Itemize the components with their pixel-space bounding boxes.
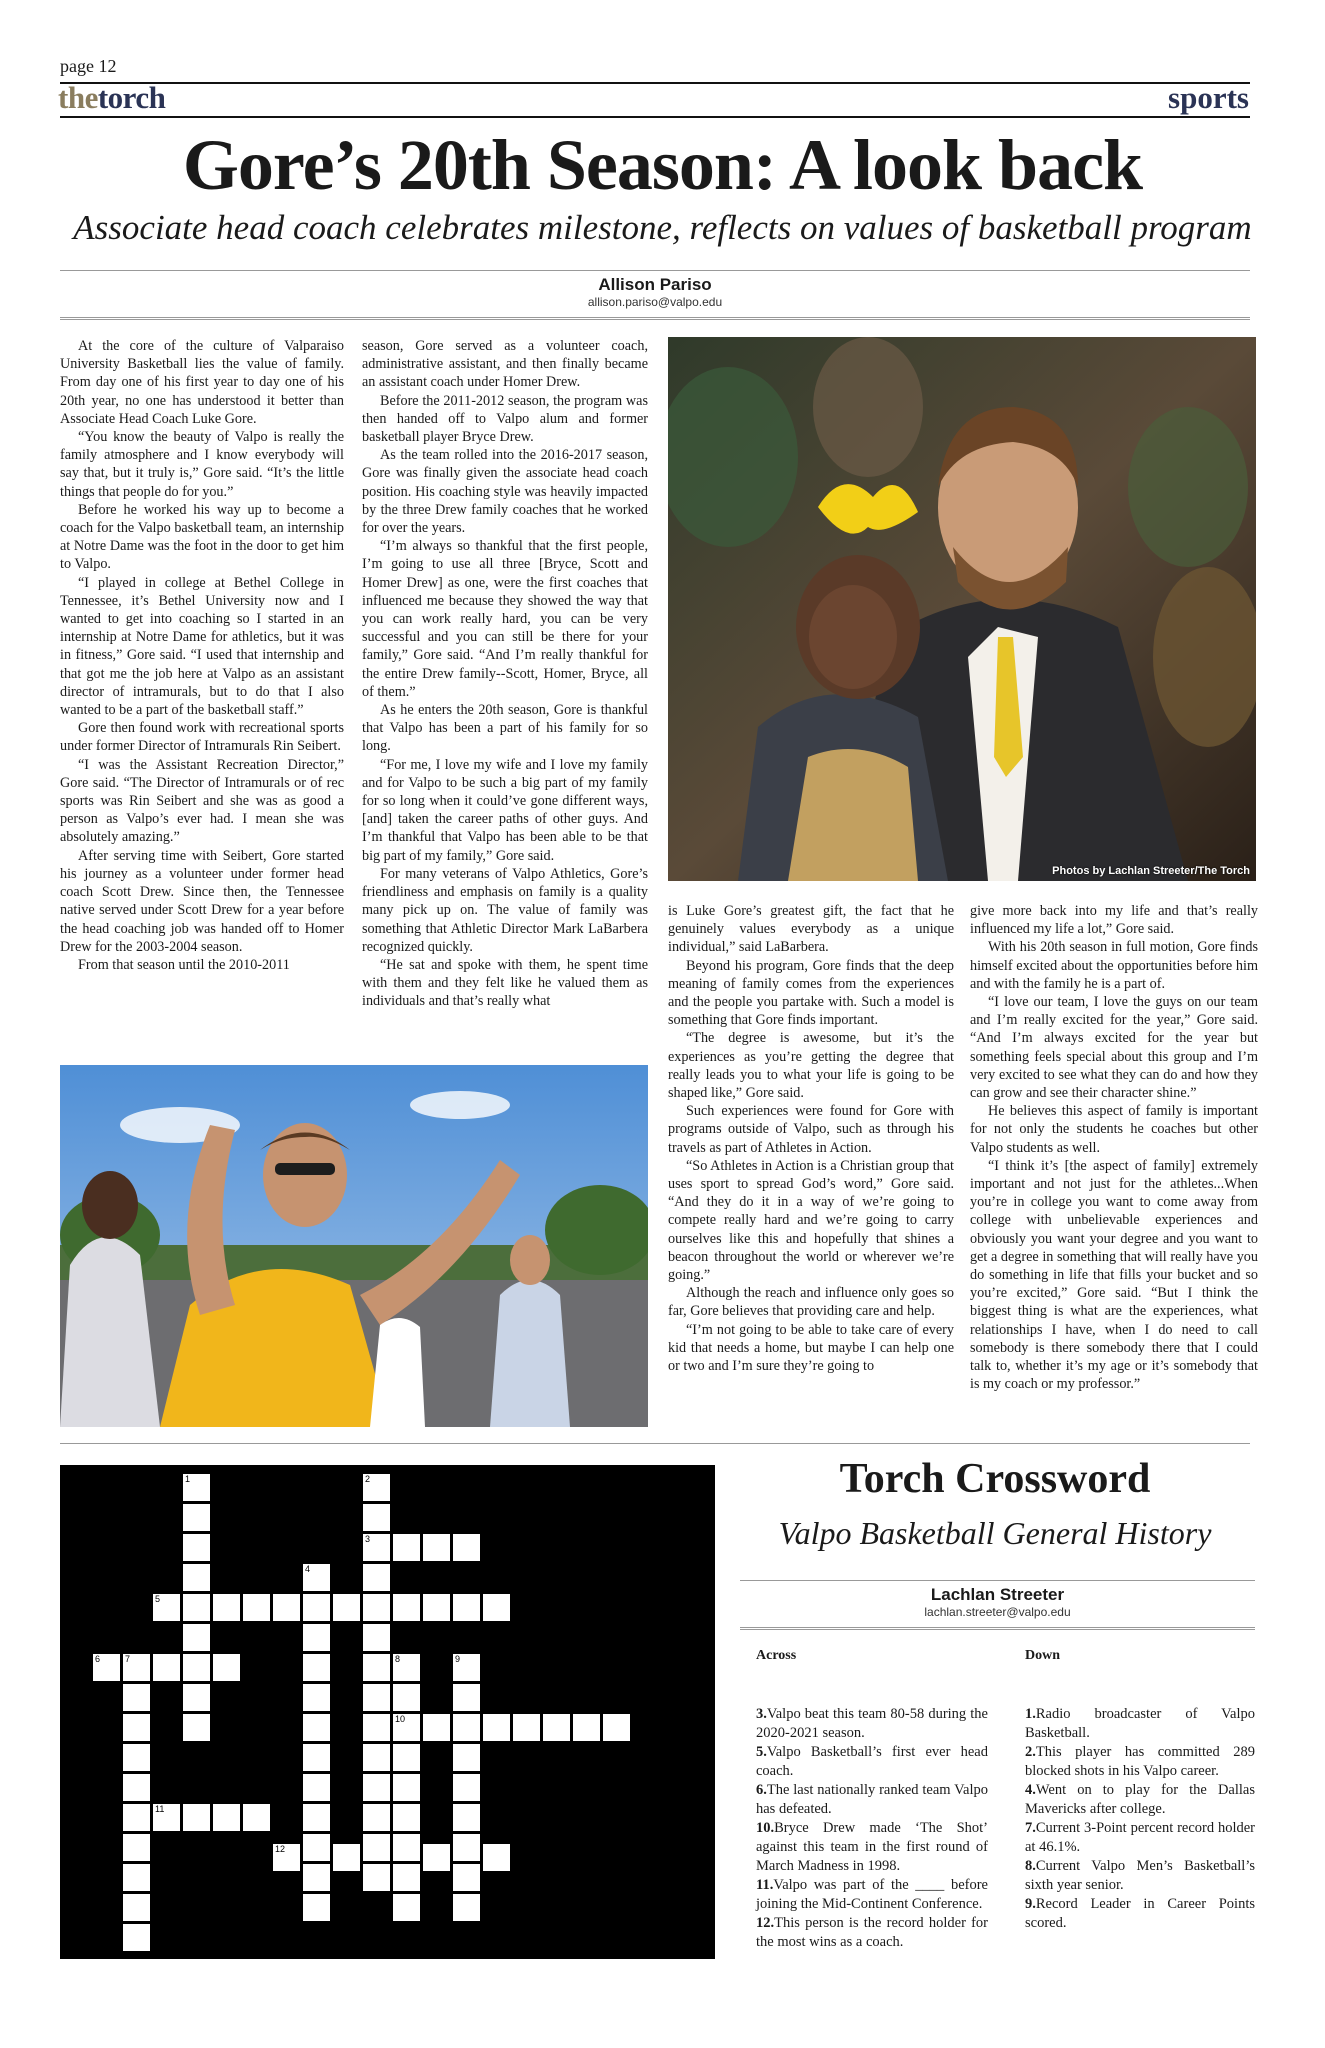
- crossword-cell: [452, 1593, 481, 1622]
- crossword-cell: [452, 1713, 481, 1742]
- page-number: page 12: [60, 56, 117, 76]
- grid-number: 11: [155, 1804, 165, 1814]
- crossword-cell: [122, 1683, 151, 1712]
- crossword-cell: [362, 1803, 391, 1832]
- crossword-cell: [212, 1803, 241, 1832]
- crossword-cell: [452, 1863, 481, 1892]
- crossword-author: Lachlan Streeter: [930, 1585, 1065, 1604]
- crossword-cell: [452, 1683, 481, 1712]
- crossword-cell: [332, 1843, 361, 1872]
- crossword-cell: [482, 1843, 511, 1872]
- crossword-cell: [392, 1803, 421, 1832]
- photo-credit: Photos by Lachlan Streeter/The Torch: [1052, 865, 1250, 877]
- article-column-2: season, Gore served as a volunteer coach, administrative assistant, and then finally became an assistant coach under Homer Drew. Before the 2011-2012 season, the program was then handed off to Valpo alum and former basketball player Bryce Drew. As the team rolled into the 2016-2017 season, Gore was finally given the associate head coach position. His coaching style was heavily impacted by the three Drew family coaches that he worked for over the years. “I’m always so thankful that the first people, I’m going to use all three [Bryce, Scott and Homer Drew] as one, were the first coaches that influenced me because they showed the way that you can work really hard, you can be very successful and you can still be there for your family,” Gore said. “And I’m really thankful for the entire Drew family--Scott, Homer, Bryce, all of them.” As he enters the 20th season, Gore is thankful that Valpo has been a part of his family for so long. “For me, I love my wife and I love my family and for Valpo to be such a big part of my family for so long when it could’ve gone different ways, [and] taken the career paths of other guys. And I’m thankful that Valpo has been able to be that big part of my family,” Gore said. For many veterans of Valpo Athletics, Gore’s friendliness and emphasis on family is a quality many pick up on. The value of family was something that Athletic Director Mark LaBarbera recognized quickly. “He sat and spoke with them, he spent time with them and they felt like he valued them as individuals and that’s really what: [362, 338, 648, 1010]
- crossword-cell: [302, 1803, 331, 1832]
- crossword-cell: [392, 1863, 421, 1892]
- crossword-cell: [212, 1593, 241, 1622]
- crossword-cell: [122, 1713, 151, 1742]
- crossword-title: Torch Crossword: [839, 1456, 1151, 1502]
- crossword-cell: [122, 1833, 151, 1862]
- grid-number: 5: [155, 1594, 161, 1604]
- section-divider: [60, 1443, 1250, 1444]
- crossword-cell: [122, 1923, 151, 1952]
- crossword-cell: [452, 1773, 481, 1802]
- masthead-rule-bottom: [60, 116, 1250, 118]
- crossword-cell: [182, 1713, 211, 1742]
- crossword-cell: [302, 1863, 331, 1892]
- clue-item: 5.Valpo Basketball’s first ever head coach.: [756, 1744, 988, 1779]
- crossword-cell: [182, 1563, 211, 1592]
- article-column-4: give more back into my life and that’s really influenced my life a lot,” Gore said. With his 20th season in full motion, Gore finds himself excited about the opportunities before him and with the family he is a part of. “I love our team, I love the guys on our team and I’m really excited for the year,” Gore said. “And I’m always excited for the year but something feels special about this group and I’m very excited to see what they can do and how they can grow and see their character shine.” He believes this aspect of family is important for not only the students he coaches but other Valpo students as well. “I think it’s [the aspect of family] extremely important and not just for the athletes...When you’re in college you want to come away from college with unbelievable experiences and obviously you want your degree and you want to get a degree in something that will really have you do something in life that fills your bucket and so you’re excited,” Gore said. “But I think the biggest thing is what are the experiences, what relationships I have, when I do need to call somebody is there somebody there that I could talk to, whether it’s my age or it’s somebody that is my coach or my professor.”: [970, 903, 1258, 1393]
- crossword-cell: [122, 1743, 151, 1772]
- crossword-cell: [122, 1863, 151, 1892]
- crossword-cell: [452, 1533, 481, 1562]
- article-column-3: is Luke Gore’s greatest gift, the fact that he genuinely values everybody as a unique individual,” said LaBarbera. Beyond his program, Gore finds that the deep meaning of family comes from the experiences and the people you partake with. Such a model is something that Gore finds important. “The degree is awesome, but it’s the experiences as you’re getting the degree that really leads you to what your life is going to be shaped like,” Gore said. Such experiences were found for Gore with programs outside of Valpo, such as through his travels as part of Athletes in Action. “So Athletes in Action is a Christian group that uses sport to spread God’s word,” Gore said. “And they do it in a way of we’re going to compete really hard and we’re going to carry ourselves like this and hopefully that shines a beacon throughout the world or wherever we’re going.” Although the reach and influence only goes so far, Gore believes that providing care and help. “I’m not going to be able to take care of every kid that needs a home, but maybe I can help one or two and I’m sure they’re going to: [668, 903, 954, 1375]
- grid-number: 10: [395, 1714, 406, 1724]
- down-heading: Down: [1025, 1648, 1061, 1663]
- crossword-cell: [452, 1833, 481, 1862]
- crossword-cell: [182, 1623, 211, 1652]
- across-clues: [756, 1646, 988, 1952]
- photo-gore-with-child-illustration: [668, 337, 1256, 881]
- crossword-cell: [362, 1713, 391, 1742]
- clue-item: 7.Current 3-Point percent record holder at 46.1%.: [1025, 1820, 1255, 1855]
- crossword-cell: [182, 1653, 211, 1682]
- masthead-rule-top: [60, 82, 1250, 84]
- clue-item: 9.Record Leader in Career Points scored.: [1025, 1896, 1255, 1931]
- grid-number: 1: [185, 1474, 191, 1484]
- crossword-cell: [362, 1593, 391, 1622]
- crossword-cell: [392, 1683, 421, 1712]
- clue-item: 11.Valpo was part of the ____ before joining the Mid-Continent Conference.: [756, 1877, 988, 1912]
- crossword-cell: [392, 1773, 421, 1802]
- clue-item: 6.The last nationally ranked team Valpo has defeated.: [756, 1782, 988, 1817]
- grid-number: 3: [365, 1534, 371, 1544]
- clue-item: 4.Went on to play for the Dallas Mavericks after college.: [1025, 1782, 1255, 1817]
- crossword-cell: [242, 1593, 271, 1622]
- grid-number: 8: [395, 1654, 401, 1664]
- crossword-cell: [422, 1593, 451, 1622]
- clue-item: 8.Current Valpo Men’s Basketball’s sixth year senior.: [1025, 1858, 1255, 1893]
- deck: Associate head coach celebrates milestone, reflects on values of basketball program: [73, 208, 1252, 247]
- crossword-cell: [302, 1893, 331, 1922]
- article-byline: [60, 270, 1250, 320]
- across-heading: Across: [756, 1648, 797, 1663]
- crossword-cell: [302, 1743, 331, 1772]
- crossword-cell: [362, 1833, 391, 1862]
- crossword-cell: [392, 1833, 421, 1862]
- crossword-cell: [362, 1773, 391, 1802]
- crossword-cell: [392, 1743, 421, 1772]
- crossword-cell: [362, 1623, 391, 1652]
- crossword-cell: [302, 1833, 331, 1862]
- crossword-cell: [542, 1713, 571, 1742]
- author-name: Allison Pariso: [598, 275, 712, 294]
- crossword-cell: [302, 1623, 331, 1652]
- headline: Gore’s 20th Season: A look back: [182, 125, 1143, 205]
- crossword-cell: [512, 1713, 541, 1742]
- grid-number: 12: [275, 1844, 286, 1854]
- author-email: allison.pariso@valpo.edu: [587, 295, 723, 309]
- masthead-logo: thetorch: [58, 80, 166, 115]
- grid-number: 2: [365, 1474, 371, 1484]
- section-label: sports: [1168, 80, 1249, 115]
- crossword-cell: [392, 1533, 421, 1562]
- photo-gore-celebrating-illustration: [60, 1065, 648, 1427]
- crossword-cell: [302, 1683, 331, 1712]
- down-clues: [1025, 1646, 1255, 1933]
- crossword-author-email: lachlan.streeter@valpo.edu: [924, 1605, 1071, 1619]
- grid-number: 4: [305, 1564, 311, 1574]
- crossword-cell: [272, 1593, 301, 1622]
- photo-gore-with-child: [668, 337, 1256, 881]
- photo-gore-celebrating: [60, 1065, 648, 1427]
- crossword-cell: [302, 1593, 331, 1622]
- crossword-cell: [452, 1893, 481, 1922]
- crossword-cell: [362, 1503, 391, 1532]
- crossword-cell: [452, 1743, 481, 1772]
- crossword-cell: [152, 1653, 181, 1682]
- article-column-1: At the core of the culture of Valparaiso University Basketball lies the value of family. From day one of his first year to day one of his 20th year, no one has understood it better than Associate Head Coach Luke Gore. “You know the beauty of Valpo is really the family atmosphere and I know everybody will say that, but it truly is,” Gore said. “It’s the little things that people do for you.” Before he worked his way up to become a coach for the Valpo basketball team, an internship at Notre Dame was the foot in the door to get him to Valpo. “I played in college at Bethel College in Tennessee, it’s Bethel University now and I wanted to get into coaching so I started in an internship at Notre Dame for athletics, but it was in fitness,” Gore said. “I used that internship and that got me the job here at Valpo as an assistant director of intramurals, but to do that I also wanted to be a part of the basketball staff.” Gore then found work with recreational sports under former Director of Intramurals Rin Seibert. “I was the Assistant Recreation Director,” Gore said. “The Director of Intramurals or of rec sports was Rin Seibert and she was as good a person as Valpo’s ever had. I mean she was absolutely amazing.” After serving time with Seibert, Gore started his journey as a volunteer under former head coach Scott Drew. Since then, the Tennessee native served under Scott Drew for a year before the head coaching job was handed off to Homer Drew for the 2003-2004 season. From that season until the 2010-2011: [60, 338, 344, 973]
- crossword-cell: [302, 1773, 331, 1802]
- crossword-cell: [452, 1803, 481, 1832]
- crossword-cell: [422, 1533, 451, 1562]
- crossword-cell: [182, 1683, 211, 1712]
- crossword-cell: [392, 1893, 421, 1922]
- crossword-cell: [602, 1713, 631, 1742]
- crossword-cell: [362, 1563, 391, 1592]
- crossword-cell: [182, 1503, 211, 1532]
- crossword-cell: [182, 1803, 211, 1832]
- crossword-cell: [182, 1593, 211, 1622]
- crossword-cell: [362, 1653, 391, 1682]
- crossword-cell: [302, 1713, 331, 1742]
- crossword-byline: [740, 1580, 1255, 1630]
- grid-number: 7: [125, 1654, 131, 1664]
- crossword-cell: [182, 1533, 211, 1562]
- grid-number: 6: [95, 1654, 101, 1664]
- crossword-cell: [572, 1713, 601, 1742]
- crossword-cell: [362, 1743, 391, 1772]
- crossword-grid: [60, 1465, 715, 1959]
- clue-item: 1.Radio broadcaster of Valpo Basketball.: [1025, 1706, 1255, 1741]
- crossword-cell: [482, 1593, 511, 1622]
- crossword-cell: [332, 1593, 361, 1622]
- crossword-cell: [122, 1893, 151, 1922]
- crossword-cell: [122, 1803, 151, 1832]
- grid-number: 9: [455, 1654, 461, 1664]
- crossword-cell: [362, 1683, 391, 1712]
- clue-item: 10.Bryce Drew made ‘The Shot’ against this team in the first round of March Madness in 1998.: [756, 1820, 988, 1874]
- crossword-cell: [482, 1713, 511, 1742]
- clue-item: 2.This player has committed 289 blocked shots in his Valpo career.: [1025, 1744, 1255, 1779]
- crossword-cell: [422, 1843, 451, 1872]
- crossword-cell: [392, 1593, 421, 1622]
- crossword-cell: [362, 1863, 391, 1892]
- crossword-cell: [422, 1713, 451, 1742]
- crossword-cell: [122, 1773, 151, 1802]
- crossword-cell: [302, 1653, 331, 1682]
- clue-item: 3.Valpo beat this team 80-58 during the 2020-2021 season.: [756, 1706, 988, 1741]
- crossword-subtitle: Valpo Basketball General History: [778, 1515, 1212, 1551]
- crossword-cell: [212, 1653, 241, 1682]
- clue-item: 12.This person is the record holder for the most wins as a coach.: [756, 1915, 988, 1950]
- crossword-cell: [242, 1803, 271, 1832]
